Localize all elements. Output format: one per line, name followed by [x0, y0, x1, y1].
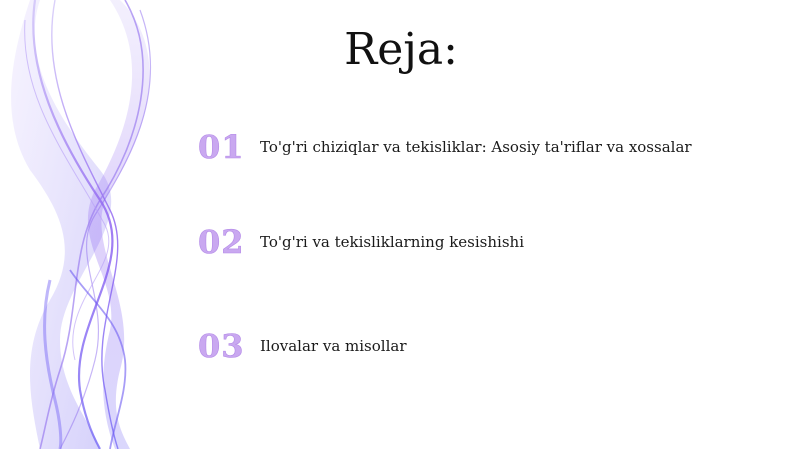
agenda-number-3: 03 — [198, 327, 245, 365]
agenda-text-1: To'g'ri chiziqlar va tekisliklar: Asosiy ta'riflar va xossalar — [260, 138, 692, 156]
agenda-text-3: Ilovalar va misollar — [260, 337, 407, 355]
agenda-item-1 — [198, 127, 692, 167]
agenda-item-2 — [198, 222, 524, 262]
agenda-number-1: 01 — [198, 128, 245, 166]
agenda-item-3 — [198, 326, 407, 366]
slide-title: Reja: — [344, 24, 458, 75]
agenda-text-2: To'g'ri va tekisliklarning kesishishi — [260, 233, 524, 251]
agenda-number-2: 02 — [198, 223, 245, 261]
